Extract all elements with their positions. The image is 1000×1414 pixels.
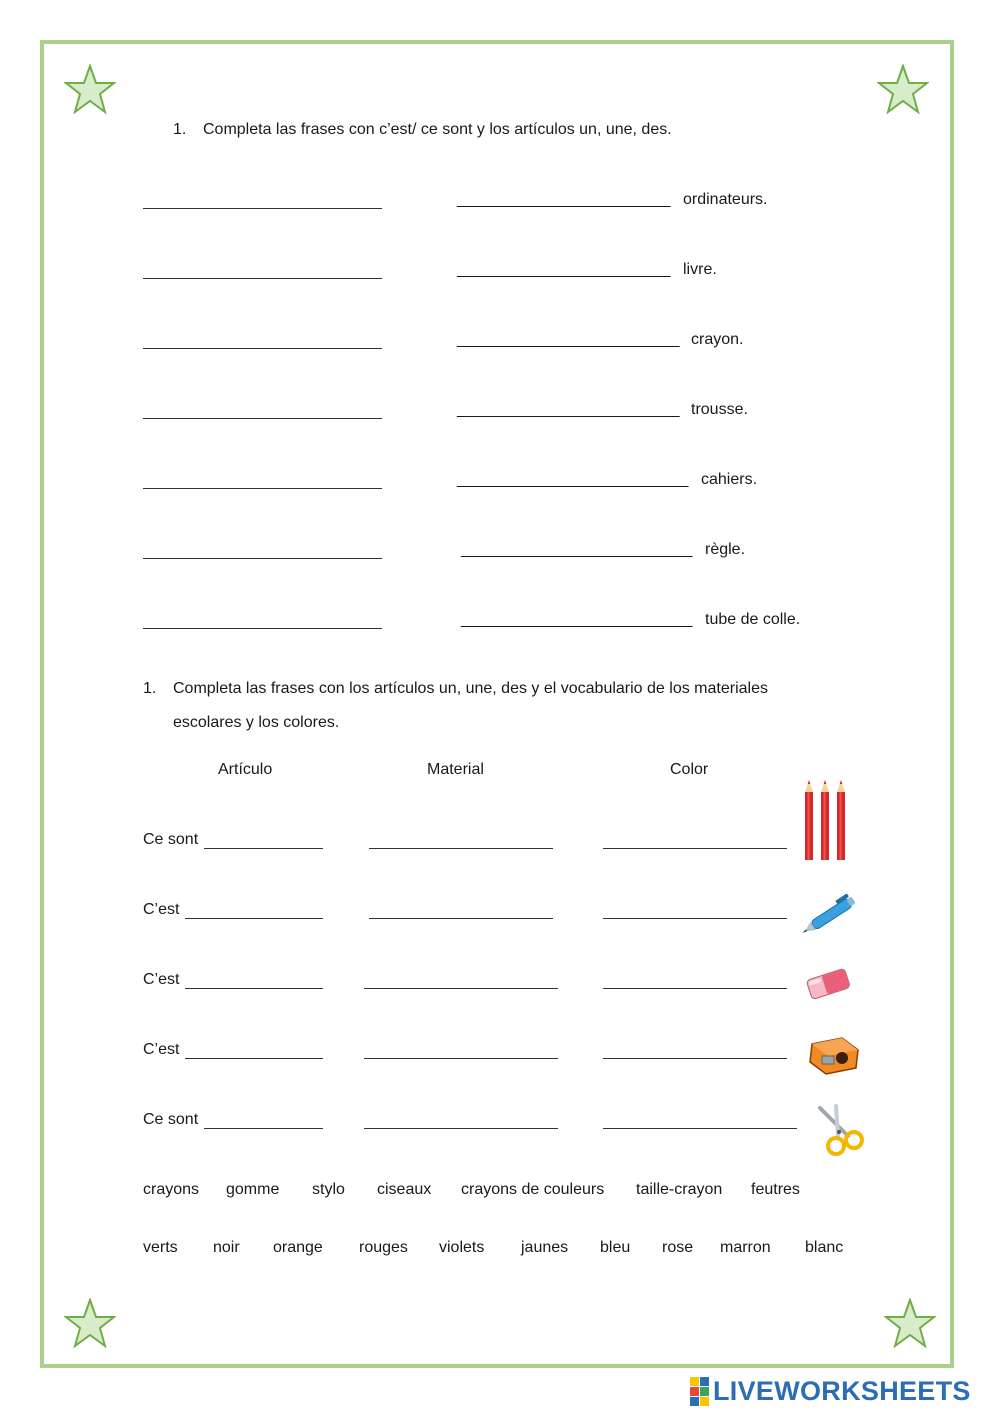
word-bank-item: noir xyxy=(213,1239,240,1256)
answer-blank-right[interactable]: ________________________ xyxy=(457,261,671,278)
color-blank[interactable] xyxy=(603,1058,787,1059)
exercise2-number: 1. xyxy=(143,680,157,697)
sentence-ending: trousse. xyxy=(691,401,748,418)
word-bank-item: bleu xyxy=(600,1239,631,1256)
column-header-article: Artículo xyxy=(218,761,273,778)
word-bank-item: rouges xyxy=(359,1239,408,1256)
star-icon xyxy=(877,64,929,116)
color-blank[interactable] xyxy=(603,1128,797,1129)
star-icon xyxy=(64,64,116,116)
word-bank-item: gomme xyxy=(226,1181,280,1198)
material-blank[interactable] xyxy=(364,988,558,989)
sentence-prefix: C’est xyxy=(143,901,180,918)
word-bank-item: feutres xyxy=(751,1181,800,1198)
column-header-material: Material xyxy=(427,761,484,778)
word-bank-item: ciseaux xyxy=(377,1181,432,1198)
article-blank[interactable] xyxy=(185,918,323,919)
answer-blank-left[interactable] xyxy=(143,418,382,419)
word-bank-item: taille-crayon xyxy=(636,1181,723,1198)
orange-sharpener-icon xyxy=(806,1030,862,1078)
answer-blank-left[interactable] xyxy=(143,628,382,629)
liveworksheets-logo xyxy=(690,1376,971,1406)
word-bank-item: rose xyxy=(662,1239,694,1256)
page-border xyxy=(40,40,954,1368)
color-blank[interactable] xyxy=(603,988,787,989)
pink-eraser-icon xyxy=(802,962,854,1004)
sentence-prefix: Ce sont xyxy=(143,1111,199,1128)
sentence-ending: ordinateurs. xyxy=(683,191,768,208)
answer-blank-right[interactable]: _________________________ xyxy=(457,331,680,348)
star-icon xyxy=(884,1298,936,1350)
material-blank[interactable] xyxy=(364,1128,558,1129)
word-bank-item: violets xyxy=(439,1239,485,1256)
word-bank-item: crayons de couleurs xyxy=(461,1181,605,1198)
material-blank[interactable] xyxy=(369,918,553,919)
sentence-ending: tube de colle. xyxy=(705,611,801,628)
brand-name: LIVEWORKSHEETS xyxy=(713,1376,971,1406)
word-bank-item: verts xyxy=(143,1239,178,1256)
sentence-ending: cahiers. xyxy=(701,471,758,488)
article-blank[interactable] xyxy=(204,1128,323,1129)
answer-blank-left[interactable] xyxy=(143,488,382,489)
answer-blank-right[interactable]: __________________________ xyxy=(461,541,693,558)
article-blank[interactable] xyxy=(185,1058,323,1059)
sentence-ending: crayon. xyxy=(691,331,744,348)
word-bank-item: crayons xyxy=(143,1181,200,1198)
exercise2-instruction-line2: escolares y los colores. xyxy=(173,714,340,731)
blue-pen-icon xyxy=(796,892,864,938)
word-bank-item: stylo xyxy=(312,1181,345,1198)
exercise1-number: 1. xyxy=(173,121,187,138)
exercise2-instruction-line1: Completa las frases con los artículos un, une, des y el vocabulario de los materiales xyxy=(173,680,768,697)
answer-blank-left[interactable] xyxy=(143,278,382,279)
color-blank[interactable] xyxy=(603,918,787,919)
sentence-prefix: C’est xyxy=(143,971,180,988)
answer-blank-left[interactable] xyxy=(143,558,382,559)
logo-mark-icon xyxy=(690,1377,709,1406)
sentence-ending: livre. xyxy=(683,261,717,278)
sentence-ending: règle. xyxy=(705,541,746,558)
answer-blank-right[interactable]: _________________________ xyxy=(457,401,680,418)
answer-blank-left[interactable] xyxy=(143,348,382,349)
answer-blank-right[interactable]: __________________________ xyxy=(457,471,689,488)
star-icon xyxy=(64,1298,116,1350)
answer-blank-left[interactable] xyxy=(143,208,382,209)
word-bank-item: marron xyxy=(720,1239,771,1256)
color-blank[interactable] xyxy=(603,848,787,849)
exercise1-instruction: Completa las frases con c’est/ ce sont y los artículos un, une, des. xyxy=(203,121,672,138)
column-header-color: Color xyxy=(670,761,709,778)
material-blank[interactable] xyxy=(364,1058,558,1059)
word-bank-item: blanc xyxy=(805,1239,844,1256)
answer-blank-right[interactable]: ________________________ xyxy=(457,191,671,208)
answer-blank-right[interactable]: __________________________ xyxy=(461,611,693,628)
article-blank[interactable] xyxy=(185,988,323,989)
material-blank[interactable] xyxy=(369,848,553,849)
word-bank-item: orange xyxy=(273,1239,323,1256)
scissors-icon xyxy=(812,1102,868,1160)
sentence-prefix: C’est xyxy=(143,1041,180,1058)
red-pencils-icon xyxy=(798,778,852,864)
article-blank[interactable] xyxy=(204,848,323,849)
sentence-prefix: Ce sont xyxy=(143,831,199,848)
word-bank-item: jaunes xyxy=(521,1239,569,1256)
